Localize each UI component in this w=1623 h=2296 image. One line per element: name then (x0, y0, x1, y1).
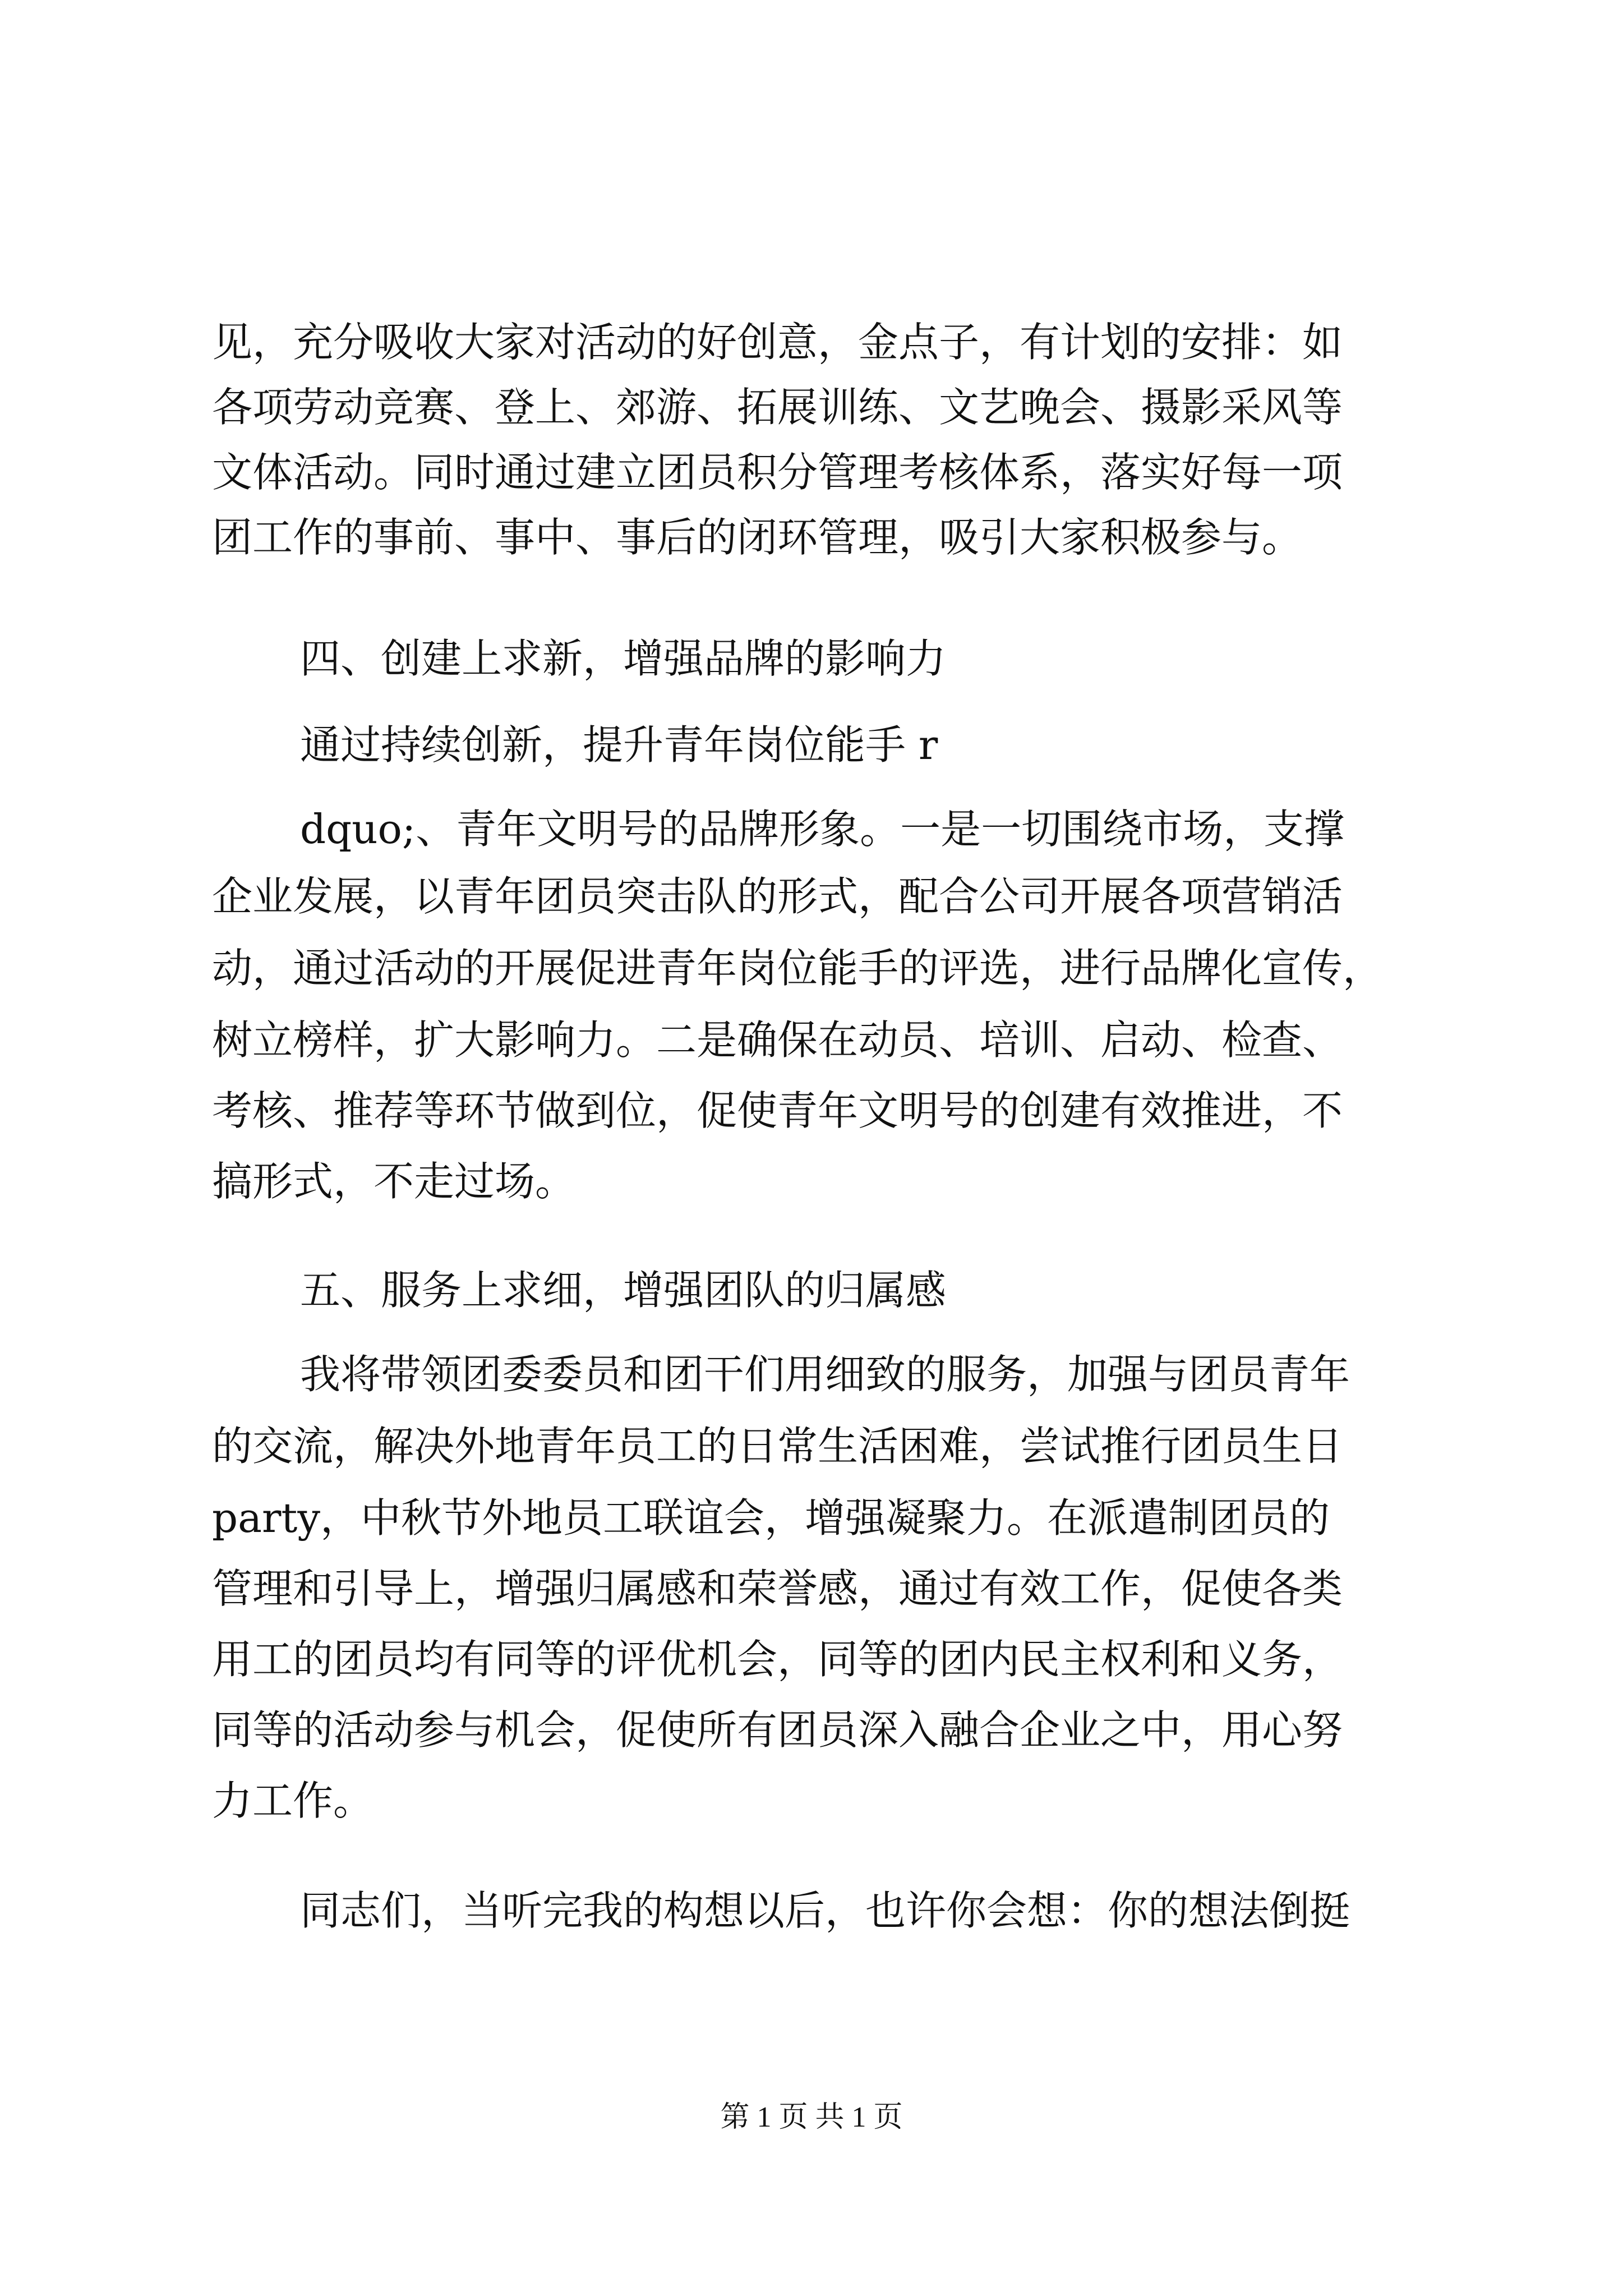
text-line-content: 管理和引导上，增强归属感和荣誉感，通过有效工作，促使各类 (212, 1565, 1343, 1612)
text-line (0, 868, 1623, 924)
text-line (0, 1631, 1623, 1687)
text-line (0, 444, 1623, 500)
text-line-content: 树立榜样，扩大影响力。二是确保在动员、培训、启动、检查、 (212, 1016, 1343, 1064)
text-line (0, 1418, 1623, 1474)
text-line-content: 同等的活动参与机会，促使所有团员深入融合企业之中，用心努 (212, 1706, 1343, 1754)
text-line (0, 1012, 1623, 1068)
page-footer: 第 1 页 共 1 页 (720, 2101, 903, 2133)
text-line (0, 509, 1623, 565)
section-heading-text: 四、创建上求新，增强品牌的影响力 (300, 635, 947, 682)
text-line (0, 801, 1623, 857)
text-line (0, 1153, 1623, 1209)
text-line (0, 1083, 1623, 1139)
text-line (0, 940, 1623, 996)
text-line-content: 我将带领团委委员和团干们用细致的服务，加强与团员青年 (300, 1351, 1350, 1398)
section-heading (0, 631, 1623, 687)
text-line-content: 见，充分吸收大家对活动的好创意，金点子，有计划的安排：如 (212, 319, 1343, 366)
text-line-content: 搞形式，不走过场。 (212, 1158, 576, 1205)
text-line (0, 1561, 1623, 1617)
section-heading-text: 五、服务上求细，增强团队的归属感 (300, 1267, 947, 1314)
text-line-content: party，中秋节外地员工联谊会，增强凝聚力。在派遣制团员的 (212, 1494, 1330, 1542)
text-line-content: 同志们，当听完我的构想以后，也许你会想：你的想法倒挺 (300, 1887, 1350, 1934)
text-line-content: 团工作的事前、事中、事后的闭环管理，吸引大家积极参与。 (212, 514, 1303, 561)
text-line-content: 动，通过活动的开展促进青年岗位能手的评选，进行品牌化宣传， (212, 945, 1384, 992)
text-line (0, 1490, 1623, 1546)
text-line (0, 717, 1623, 773)
text-line-content: 各项劳动竞赛、登上、郊游、拓展训练、文艺晚会、摄影采风等 (212, 384, 1343, 431)
text-line (0, 314, 1623, 370)
text-line-content: 的交流，解决外地青年员工的日常生活困难，尝试推行团员生日 (212, 1423, 1343, 1470)
text-line-content: 文体活动。同时通过建立团员积分管理考核体系，落实好每一项 (212, 449, 1343, 496)
text-line (0, 1773, 1623, 1829)
text-line (0, 1346, 1623, 1402)
text-line-content: 用工的团员均有同等的评优机会，同等的团内民主权利和义务， (212, 1636, 1343, 1683)
text-line-content: 企业发展，以青年团员突击队的形式，配合公司开展各项营销活 (212, 873, 1343, 920)
text-line-content: 力工作。 (212, 1777, 374, 1824)
text-line (0, 379, 1623, 435)
text-line-content: dquo;、青年文明号的品牌形象。一是一切围绕市场，支撑 (300, 806, 1345, 853)
text-line-content: 考核、推荐等环节做到位，促使青年文明号的创建有效推进，不 (212, 1087, 1343, 1134)
text-line (0, 1883, 1623, 1939)
section-heading (0, 1262, 1623, 1318)
text-line (0, 1702, 1623, 1758)
text-line-content: 通过持续创新，提升青年岗位能手 r (300, 721, 938, 769)
